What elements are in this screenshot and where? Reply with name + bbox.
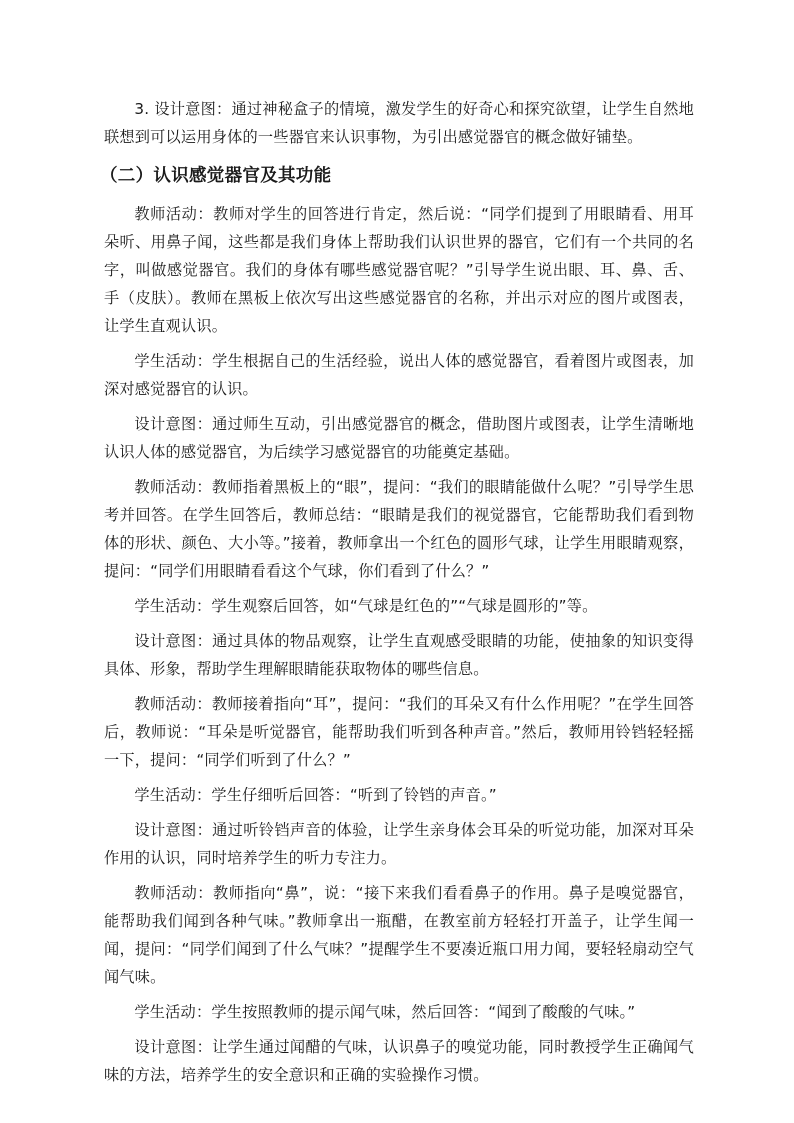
document-page [100, 95, 694, 1096]
student-activity-paragraph-3: 学生活动：学生仔细听后回答：“听到了铃铛的声音。” [134, 786, 497, 804]
design-intent-paragraph-3: 设计意图：通过具体的物品观察，让学生直观感受眼睛的功能，使抽象的知识变得具体、形象，帮助学生理解眼睛能获取物体的哪些信息。 [104, 632, 694, 678]
section-heading: （二）认识感觉器官及其功能 [100, 166, 332, 186]
student-activity-paragraph-2: 学生活动：学生观察后回答，如“气球是红色的”“气球是圆形的”等。 [134, 597, 598, 615]
teacher-activity-paragraph-4: 教师活动：教师指向“鼻”，说：“接下来我们看看鼻子的作用。鼻子是嗅觉器官，能帮助我们闻到各种气味。”教师拿出一瓶醋，在教室前方轻轻打开盖子，让学生闻一闻，提问：“同学们闻到了什么气味？”提醒学生不要凑近瓶口用力闻，要轻轻扇动空气闻气味。 [104, 884, 694, 986]
teacher-activity-paragraph-1: 教师活动：教师对学生的回答进行肯定，然后说：“同学们提到了用眼睛看、用耳朵听、用鼻子闻，这些都是我们身体上帮助我们认识世界的器官，它们有一个共同的名字，叫做感觉器官。我们的身体有哪些感觉器官呢？”引导学生说出眼、耳、鼻、舌、手（皮肤）。教师在黑板上依次写出这些感觉器官的名称，并出示对应的图片或图表，让学生直观认识。 [104, 205, 694, 335]
teacher-activity-paragraph-3: 教师活动：教师接着指向“耳”，提问：“我们的耳朵又有什么作用呢？”在学生回答后，教师说：“耳朵是听觉器官，能帮助我们听到各种声音。”然后，教师用铃铛轻轻摇一下，提问：“同学们听到了什么？” [104, 695, 694, 769]
student-activity-paragraph-1: 学生活动：学生根据自己的生活经验，说出人体的感觉器官，看着图片或图表，加深对感觉器官的认识。 [104, 352, 694, 398]
design-intent-paragraph-4: 设计意图：通过听铃铛声音的体验，让学生亲身体会耳朵的听觉功能，加深对耳朵作用的认识，同时培养学生的听力专注力。 [104, 821, 694, 867]
design-intent-paragraph-2: 设计意图：通过师生互动，引出感觉器官的概念，借助图片或图表，让学生清晰地认识人体的感觉器官，为后续学习感觉器官的功能奠定基础。 [104, 415, 694, 461]
teacher-activity-paragraph-2: 教师活动：教师指着黑板上的“眼”，提问：“我们的眼睛能做什么呢？”引导学生思考并回答。在学生回答后，教师总结：“眼睛是我们的视觉器官，它能帮助我们看到物体的形状、颜色、大小等。”接着，教师拿出一个红色的圆形气球，让学生用眼睛观察，提问：“同学们用眼睛看看这个气球，你们看到了什么？” [104, 478, 694, 580]
student-activity-paragraph-4: 学生活动：学生按照教师的提示闻气味，然后回答：“闻到了酸酸的气味。” [134, 1003, 636, 1021]
design-intent-paragraph-1: 3. 设计意图：通过神秘盒子的情境，激发学生的好奇心和探究欲望，让学生自然地联想到可以运用身体的一些器官来认识事物，为引出感觉器官的概念做好铺垫。 [104, 100, 694, 146]
design-intent-paragraph-5: 设计意图：让学生通过闻醋的气味，认识鼻子的嗅觉功能，同时教授学生正确闻气味的方法，培养学生的安全意识和正确的实验操作习惯。 [104, 1038, 694, 1084]
